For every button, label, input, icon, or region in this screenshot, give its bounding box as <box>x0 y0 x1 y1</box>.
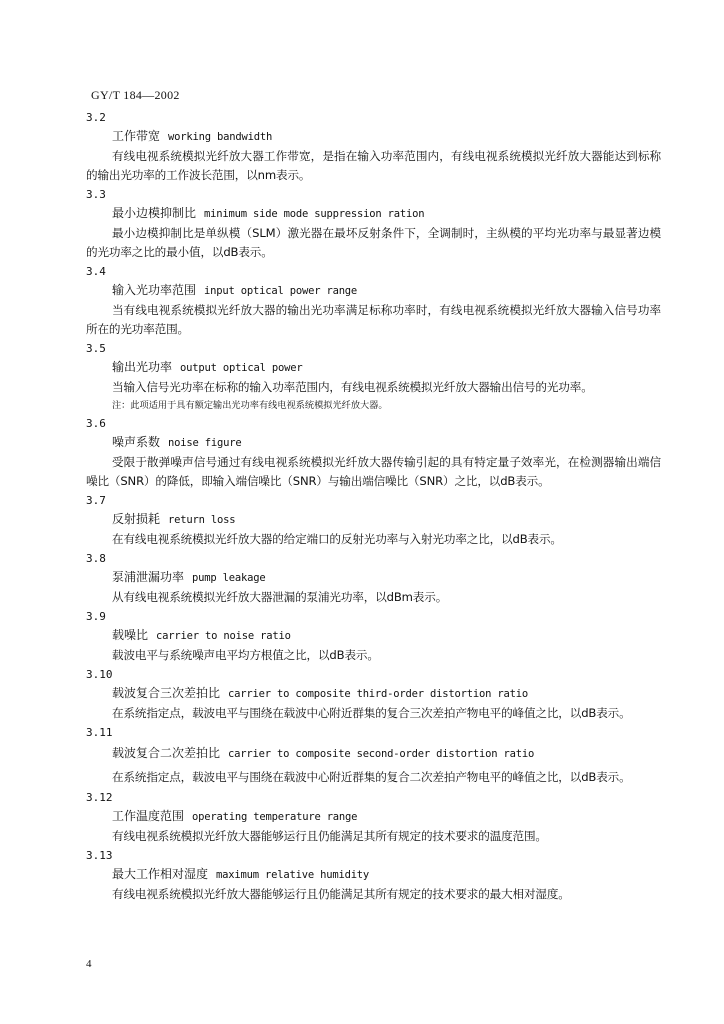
term-3-11 <box>86 723 661 788</box>
term-number: 3.13 <box>86 849 113 862</box>
term-title <box>86 127 661 147</box>
term-title-en: minimum side mode suppression ration <box>204 208 425 220</box>
term-title-zh: 工作温度范围 <box>112 809 185 823</box>
term-3-4 <box>86 262 661 339</box>
term-title <box>86 568 661 588</box>
term-title-en: pump leakage <box>192 572 266 584</box>
term-3-9 <box>86 607 661 665</box>
term-definition: 有线电视系统模拟光纤放大器能够运行且仍能满足其所有规定的技术要求的温度范围。 <box>112 829 547 843</box>
term-title-en: noise figure <box>168 437 242 449</box>
term-number: 3.12 <box>86 791 113 804</box>
term-title-en: working bandwidth <box>168 131 273 143</box>
term-number: 3.6 <box>86 417 106 430</box>
term-title <box>86 433 661 453</box>
term-definition: 当输入信号光功率在标称的输入功率范围内，有线电视系统模拟光纤放大器输出信号的光功率。 <box>112 380 593 394</box>
term-title-zh: 最小边模抑制比 <box>112 206 197 220</box>
term-3-6 <box>86 414 661 491</box>
term-title-en: carrier to composite second-order distortion ratio <box>228 748 535 760</box>
term-title-en: output optical power <box>180 362 303 374</box>
term-3-10 <box>86 665 661 723</box>
term-definition: 从有线电视系统模拟光纤放大器泄漏的泵浦光功率，以dBm表示。 <box>112 590 448 604</box>
term-title <box>86 626 661 646</box>
term-title-zh: 噪声系数 <box>112 435 161 449</box>
term-title <box>86 865 661 885</box>
term-title-en: input optical power range <box>204 285 358 297</box>
term-title-zh: 反射损耗 <box>112 512 161 526</box>
term-note: 注：此项适用于具有额定输出光功率有线电视系统模拟光纤放大器。 <box>112 400 388 411</box>
term-definition: 在系统指定点，载波电平与围绕在载波中心附近群集的复合三次差拍产物电平的峰值之比，以dB表示。 <box>112 706 631 720</box>
term-title-en: maximum relative humidity <box>216 869 370 881</box>
term-number: 3.11 <box>86 726 113 739</box>
term-title-zh: 泵浦泄漏功率 <box>112 570 185 584</box>
term-number: 3.4 <box>86 265 106 278</box>
term-3-5 <box>86 339 661 414</box>
term-title-zh: 最大工作相对湿度 <box>112 867 209 881</box>
term-title <box>86 281 661 301</box>
term-number: 3.7 <box>86 494 106 507</box>
term-title-zh: 工作带宽 <box>112 129 161 143</box>
term-title <box>86 358 661 378</box>
term-title-en: return loss <box>168 514 236 526</box>
term-3-13 <box>86 846 661 904</box>
term-definition: 在有线电视系统模拟光纤放大器的给定端口的反射光功率与入射光功率之比，以dB表示。 <box>112 532 562 546</box>
term-definition: 最小边模抑制比是单纵模（SLM）激光器在最坏反射条件下，全调制时，主纵模的平均光功率与最显著边模的光功率之比的最小值，以dB表示。 <box>86 226 661 259</box>
term-title-en: operating temperature range <box>192 811 358 823</box>
term-definition: 当有线电视系统模拟光纤放大器的输出光功率满足标称功率时，有线电视系统模拟光纤放大器输入信号功率所在的光功率范围。 <box>86 303 661 336</box>
term-3-7 <box>86 491 661 549</box>
term-title <box>86 742 661 766</box>
term-title <box>86 807 661 827</box>
term-title-zh: 载波复合三次差拍比 <box>112 686 221 700</box>
term-number: 3.5 <box>86 342 106 355</box>
page-number: 4 <box>86 958 92 970</box>
term-list <box>86 108 661 904</box>
term-definition: 载波电平与系统噪声电平均方根值之比，以dB表示。 <box>112 648 379 662</box>
term-definition: 在系统指定点，载波电平与围绕在载波中心附近群集的复合二次差拍产物电平的峰值之比，以dB表示。 <box>112 770 631 784</box>
term-title-zh: 输出光功率 <box>112 360 173 374</box>
term-title <box>86 510 661 530</box>
term-definition: 有线电视系统模拟光纤放大器能够运行且仍能满足其所有规定的技术要求的最大相对湿度。 <box>112 887 570 901</box>
term-title <box>86 204 661 224</box>
term-title-en: carrier to composite third-order distortion ratio <box>228 688 528 700</box>
term-3-3 <box>86 185 661 262</box>
term-title-zh: 载波复合二次差拍比 <box>112 746 221 760</box>
term-number: 3.10 <box>86 668 113 681</box>
term-definition: 受限于散弹噪声信号通过有线电视系统模拟光纤放大器传输引起的具有特定量子效率光，在检测器输出端信噪比（SNR）的降低，即输入端信噪比（SNR）与输出端信噪比（SNR）之比，以dB表示。 <box>86 455 661 488</box>
term-title-zh: 载噪比 <box>112 628 149 642</box>
term-number: 3.8 <box>86 552 106 565</box>
term-3-12 <box>86 788 661 846</box>
term-3-8 <box>86 549 661 607</box>
standard-code-header: GY/T 184—2002 <box>91 88 180 102</box>
term-definition: 有线电视系统模拟光纤放大器工作带宽，是指在输入功率范围内，有线电视系统模拟光纤放大器能达到标称的输出光功率的工作波长范围，以nm表示。 <box>86 149 661 182</box>
term-title <box>86 684 661 704</box>
term-title-zh: 输入光功率范围 <box>112 283 197 297</box>
term-title-en: carrier to noise ratio <box>156 630 291 642</box>
term-3-2 <box>86 108 661 185</box>
term-number: 3.9 <box>86 610 106 623</box>
term-number: 3.2 <box>86 111 106 124</box>
term-number: 3.3 <box>86 188 106 201</box>
